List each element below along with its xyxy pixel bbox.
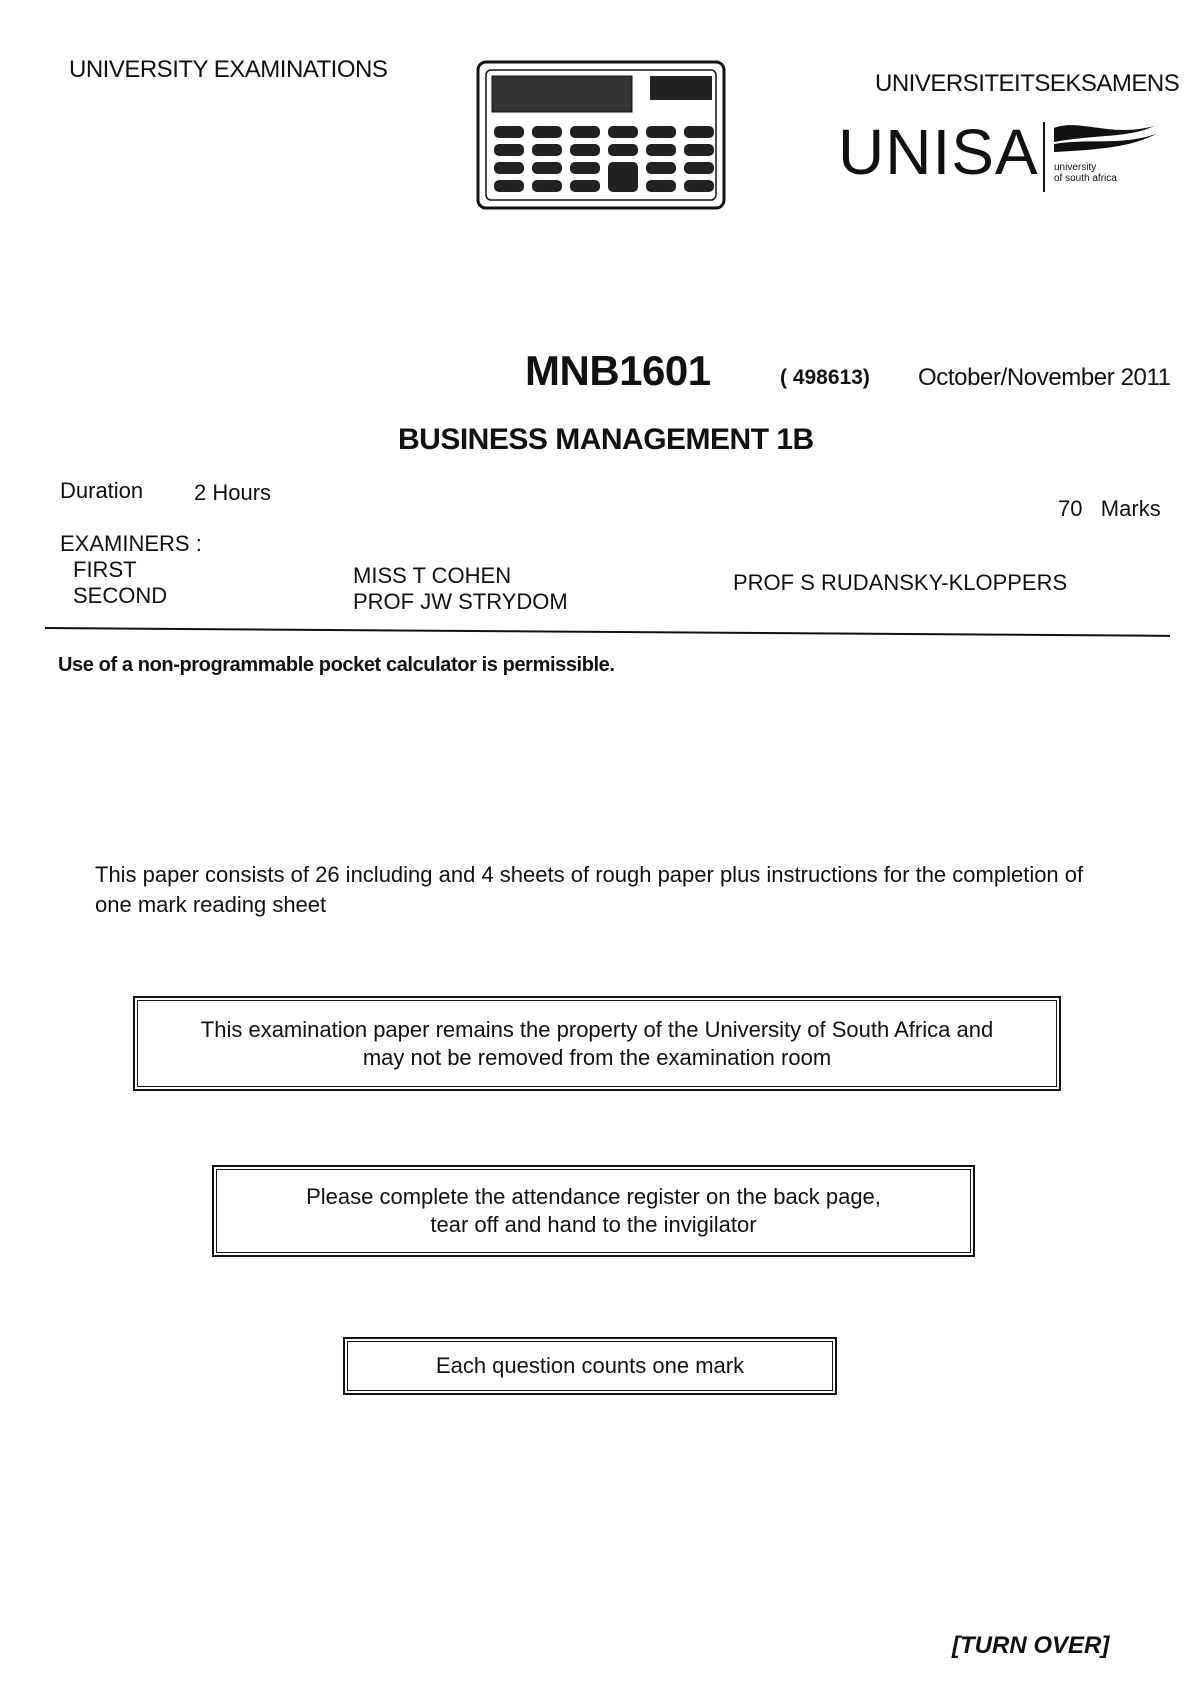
duration-label: Duration: [60, 478, 144, 503]
marks-note: Each question counts one mark: [435, 1353, 745, 1378]
marks-notice-box: [343, 1337, 837, 1395]
paper-reference: ( 498613): [780, 366, 870, 389]
attendance-notice-box: [212, 1165, 975, 1257]
logo-sub-line2: of south africa: [1054, 173, 1117, 184]
unisa-logo: [838, 116, 1168, 200]
examiner-first-label: FIRST: [73, 557, 137, 582]
module-title: BUSINESS MANAGEMENT 1B: [398, 423, 814, 456]
flag-icon: [1050, 120, 1160, 160]
examiner-name-1: MISS T COHEN: [353, 563, 512, 588]
logo-subtitle: [1054, 162, 1117, 184]
calculator-icon: [476, 60, 726, 210]
property-line-1: This examination paper remains the property of the University of South Africa and: [200, 1016, 994, 1042]
property-notice-box: [133, 996, 1061, 1091]
total-marks: 70 Marks: [1058, 496, 1161, 521]
exam-session: October/November 2011: [918, 364, 1171, 391]
header-right-title: UNIVERSITEITSEKSAMENS: [875, 70, 1180, 97]
property-line-2: may not be removed from the examination room: [362, 1044, 832, 1070]
divider-rule: [45, 627, 1170, 637]
attendance-line-2: tear off and hand to the invigilator: [430, 1212, 757, 1237]
examiner-name-2: PROF JW STRYDOM: [353, 589, 568, 614]
logo-divider: [1043, 122, 1045, 192]
attendance-line-1: Please complete the attendance register on the back page,: [306, 1184, 881, 1209]
duration-value: 2 Hours: [194, 480, 272, 505]
header-left-title: UNIVERSITY EXAMINATIONS: [69, 56, 388, 83]
paper-consists-text: This paper consists of 26 including and 4 sheets of rough paper plus instructions for the completion of one mark reading sheet: [95, 862, 1084, 917]
logo-sub-line1: university: [1054, 162, 1097, 173]
examiners-label: EXAMINERS :: [60, 531, 202, 556]
calculator-note: Use of a non-programmable pocket calculator is permissible.: [58, 654, 615, 676]
logo-word: UNISA: [838, 116, 1039, 188]
module-code: MNB1601: [525, 347, 711, 394]
examiner-name-3: PROF S RUDANSKY-KLOPPERS: [733, 570, 1068, 595]
turn-over-label: [TURN OVER]: [952, 1632, 1110, 1659]
examiner-second-label: SECOND: [73, 583, 168, 608]
